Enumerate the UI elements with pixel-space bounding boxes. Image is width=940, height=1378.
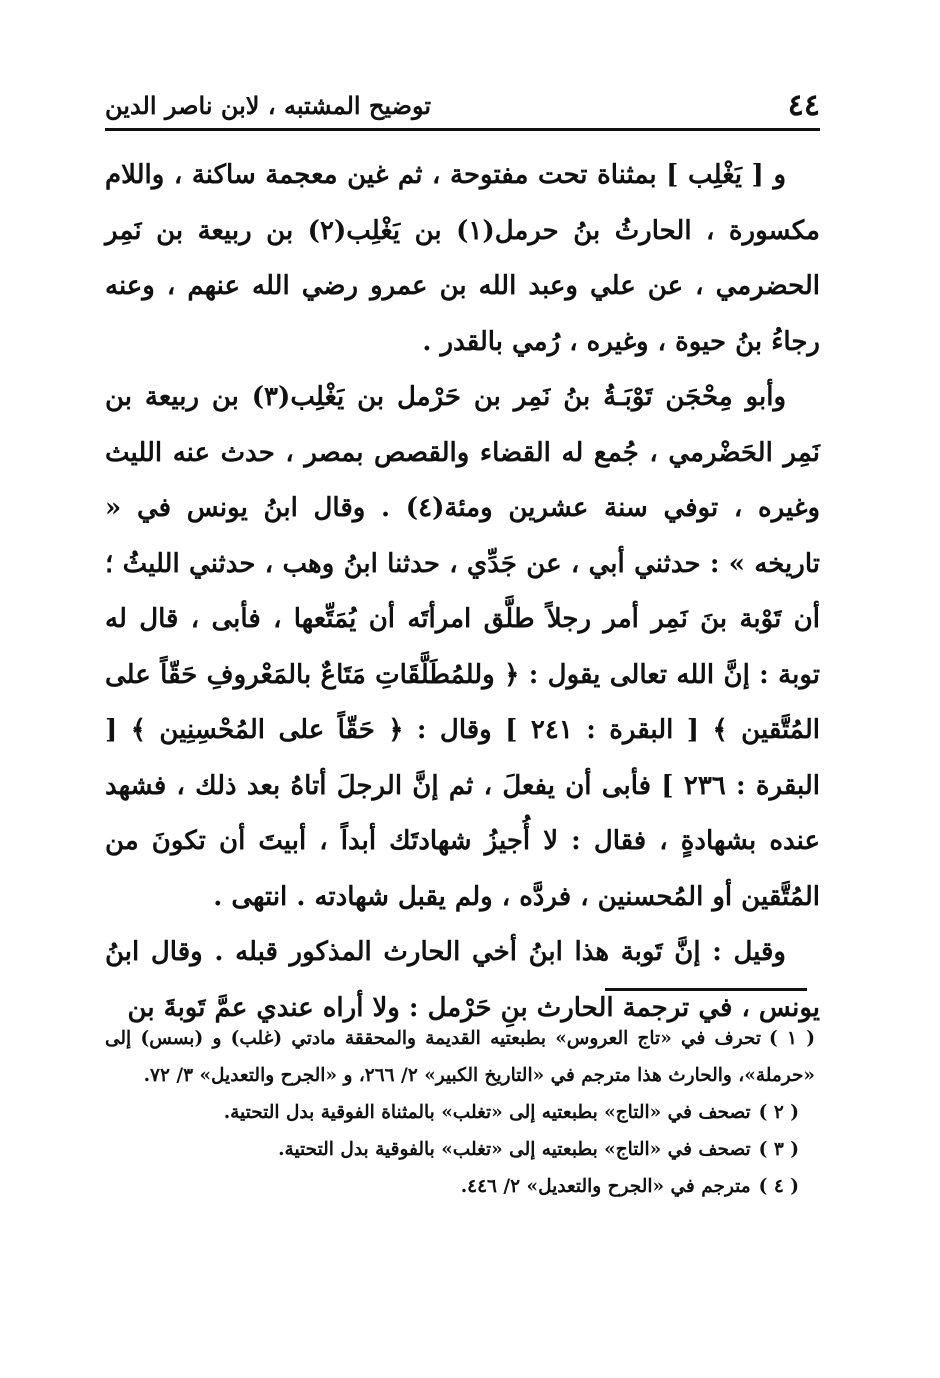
footnote-number: ( ١ )	[769, 1028, 815, 1049]
footnote-3	[105, 1131, 815, 1168]
page-header	[105, 82, 820, 126]
page-number: ٤٤	[787, 88, 820, 123]
footnote-number: ( ٤ )	[758, 1176, 799, 1197]
main-text	[105, 148, 820, 1036]
paragraph-qila: وقيل : إنَّ تَوبة هذا ابنُ أخي الحارث المذكور قبله . وقال ابنُ يونس ، في ترجمة الحارث بنِ حَرْمل : ولا أراه عندي عمَّ تَوبةَ بن	[105, 937, 820, 1023]
running-title: توضيح المشتبه ، لابن ناصر الدين	[105, 91, 432, 120]
paragraph-abu-mihjan: وأبو مِحْجَن تَوْبَـةُ بنُ نَمِر بن حَرْمل بن يَغْلِب(٣) بن ربيعة بن نَمِر الحَضْرمي ، جُمع له القضاء والقصص بمصر ، حدث عنه الليث وغيره ، توفي سنة عشرين ومئة(٤) . وقال ابنُ يونس في « تاريخه » : حدثني أبي ، عن جَدِّي ، حدثنا ابنُ وهب ، حدثني الليثُ ؛ أن تَوْبة بنَ نَمِر أمر رجلاً طلَّق امرأتَه أن يُمَتِّعها ، فأبى ، قال له توبة : إنَّ الله تعالى يقول : ﴿ وللمُطَلَّقَاتِ مَتَاعٌ بالمَعْروفِ حَقّاً على المُتَّقين ﴾ [ البقرة : ٢٤١ ] وقال : ﴿ حَقّاً على المُحْسِنِين ﴾ [ البقرة : ٢٣٦ ] فأبى أن يفعلَ ، ثم إنَّ الرجلَ أتاهُ بعد ذلك ، فشهد عنده بشهادةٍ ، فقال : لا أُجيزُ شهادتَك أبداً ، أبيتَ أن تكونَ من المُتَّقين أو المُحسنين ، فردَّه ، ولم يقبل شهادته . انتهى .	[105, 382, 821, 912]
footnote-text: تصحف في «التاج» بطبعتيه إلى «تغلب» بالمثناة الفوقية بدل التحتية.	[223, 1102, 751, 1123]
footnote-number: ( ٢ )	[758, 1102, 799, 1123]
footnote-1	[105, 1020, 815, 1094]
footnote-number: ( ٣ )	[758, 1139, 799, 1160]
footnote-4	[105, 1168, 815, 1205]
footnote-text: مترجم في «الجرح والتعديل» ٢/ ٤٤٦.	[460, 1176, 751, 1197]
header-divider	[105, 128, 820, 131]
footnote-divider	[605, 988, 807, 991]
footnotes	[105, 1020, 815, 1205]
paragraph-yaghlib: و [ يَغْلِب ] بمثناة تحت مفتوحة ، ثم غين معجمة ساكنة ، واللام مكسورة ، الحارثُ بنُ حرمل(١) بن يَغْلِب(٢) بن ربيعة بن نَمِر الحضرمي ، عن علي وعبد الله بن عمرو رضي الله عنهم ، وعنه رجاءُ بنُ حيوة ، وغيره ، رُمي بالقدر .	[105, 160, 820, 357]
footnote-text: تصحف في «التاج» بطبعتيه إلى «تغلب» بالفوقية بدل التحتية.	[278, 1139, 751, 1160]
footnote-text: تحرف في «تاج العروس» بطبعتيه القديمة والمحققة مادتي (غلب) و (بسس) إلى «حرملة»، والحارث هذا مترجم في «التاريخ الكبير» ٢/ ٢٦٦، و «الجرح والتعديل» ٣/ ٧٢.	[105, 1028, 815, 1086]
footnote-2	[105, 1094, 815, 1131]
